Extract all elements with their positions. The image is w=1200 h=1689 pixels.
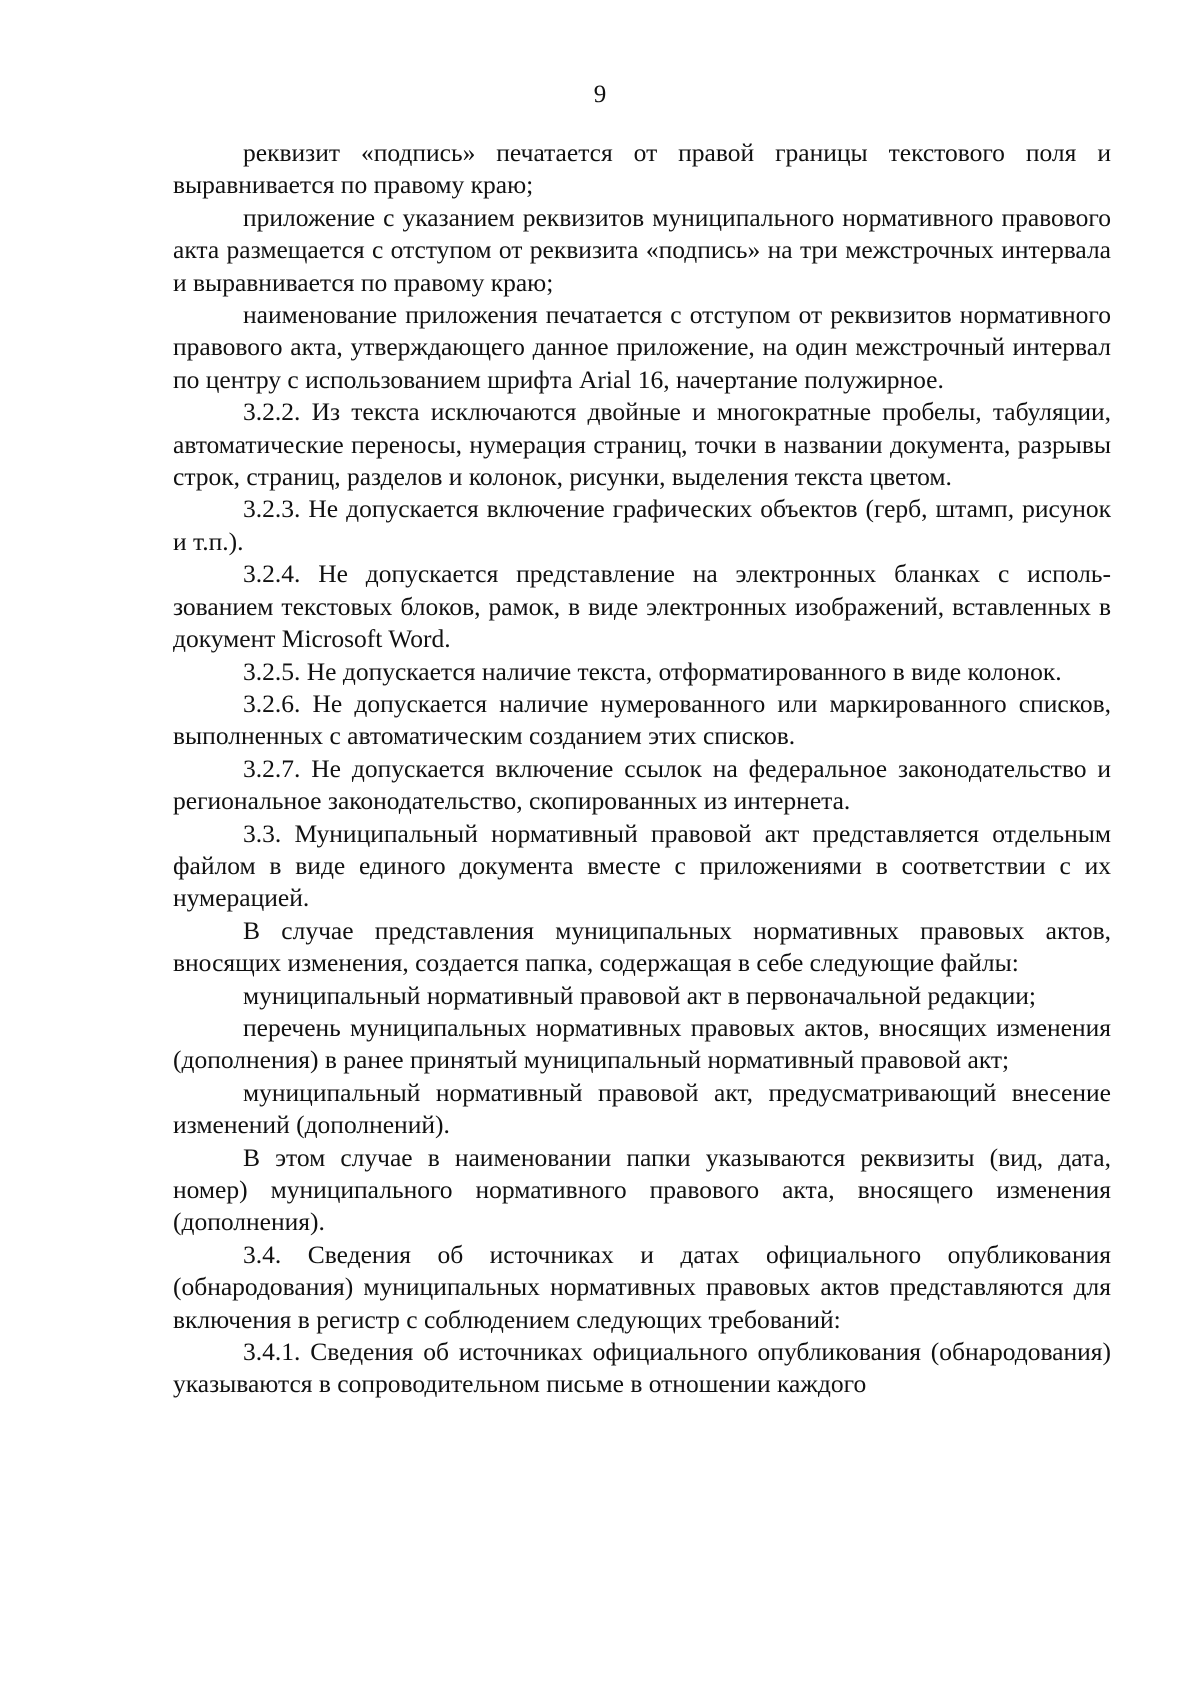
paragraph-3-2-4: 3.2.4. Не допускается представление на электронных бланках с использованием текстовых блоков, рамок, в виде электронных изображений, вставленных в документ Microsoft Word. bbox=[173, 559, 1111, 654]
paragraph-3-2-6: 3.2.6. Не допускается наличие нумерованного или маркированного списков, выполненных с автоматическим созданием этих списков. bbox=[173, 688, 1111, 751]
paragraph-3-2-7: 3.2.7. Не допускается включение ссылок на федеральное законодательство и региональное законодательство, скопированных из интернета. bbox=[173, 753, 1111, 816]
paragraph-3-2-2: 3.2.2. Из текста исключаются двойные и многократные пробелы, табуляции, автоматические переносы, нумерация страниц, точки в названии документа, разрывы строк, страниц, разделов и колонок, рисунки, выделения текста цветом. bbox=[173, 397, 1111, 492]
paragraph-attachment-title: наименование приложения печатается с отступом от реквизитов нормативного правового акта, утверждающего данное приложение, на один межстрочный интервал по центру с использованием шрифта Arial 16, начертание полужирное. bbox=[173, 300, 1111, 394]
paragraph-amendments-folder: В случае представления муниципальных нормативных правовых актов, вносящих изменения, создается папка, содержащая в себе следующие файлы: bbox=[173, 915, 1111, 978]
paragraph-3-4: 3.4. Сведения об источниках и датах официального опубликования (обнародования) муниципальных нормативных правовых актов представляются для включения в регистр с соблюдением следующих требований: bbox=[173, 1239, 1111, 1334]
list-item-amending-act: муниципальный нормативный правовой акт, предусматривающий внесение изменений (дополнений). bbox=[173, 1077, 1111, 1140]
paragraph-attachment-placement: приложение с указанием реквизитов муниципального нормативного правового акта размещается с отступом от реквизита «подпись» на три межстрочных интервала и выравнивается по правому краю; bbox=[173, 202, 1111, 297]
paragraph-3-2-5: 3.2.5. Не допускается наличие текста, отформатированного в виде колонок. bbox=[243, 656, 1062, 686]
list-item-original-act: муниципальный нормативный правовой акт в первоначальной редакции; bbox=[243, 980, 1036, 1010]
document-body bbox=[173, 137, 1111, 1401]
paragraph-3-3: 3.3. Муниципальный нормативный правовой акт представляется отдельным файлом в виде единого документа вместе с приложениями в соответствии с их нумерацией. bbox=[173, 818, 1111, 913]
page-number: 9 bbox=[593, 81, 607, 108]
paragraph-signature-placement: реквизит «подпись» печатается от правой границы текстового поля и выравнивается по правому краю; bbox=[173, 138, 1111, 200]
paragraph-3-4-1: 3.4.1. Сведения об источниках официального опубликования (обнародования) указываются в сопроводительном письме в отношении каждого bbox=[173, 1337, 1111, 1399]
paragraph-3-2-3: 3.2.3. Не допускается включение графических объектов (герб, штамп, рисунок и т.п.). bbox=[173, 494, 1111, 556]
list-item-amendments-list: перечень муниципальных нормативных правовых актов, вносящих изменения (дополнения) в ранее принятый муниципальный нормативный правовой акт; bbox=[173, 1012, 1111, 1075]
paragraph-folder-name: В этом случае в наименовании папки указываются реквизиты (вид, дата, номер) муниципального нормативного правового акта, вносящего изменения (дополнения). bbox=[173, 1142, 1111, 1237]
